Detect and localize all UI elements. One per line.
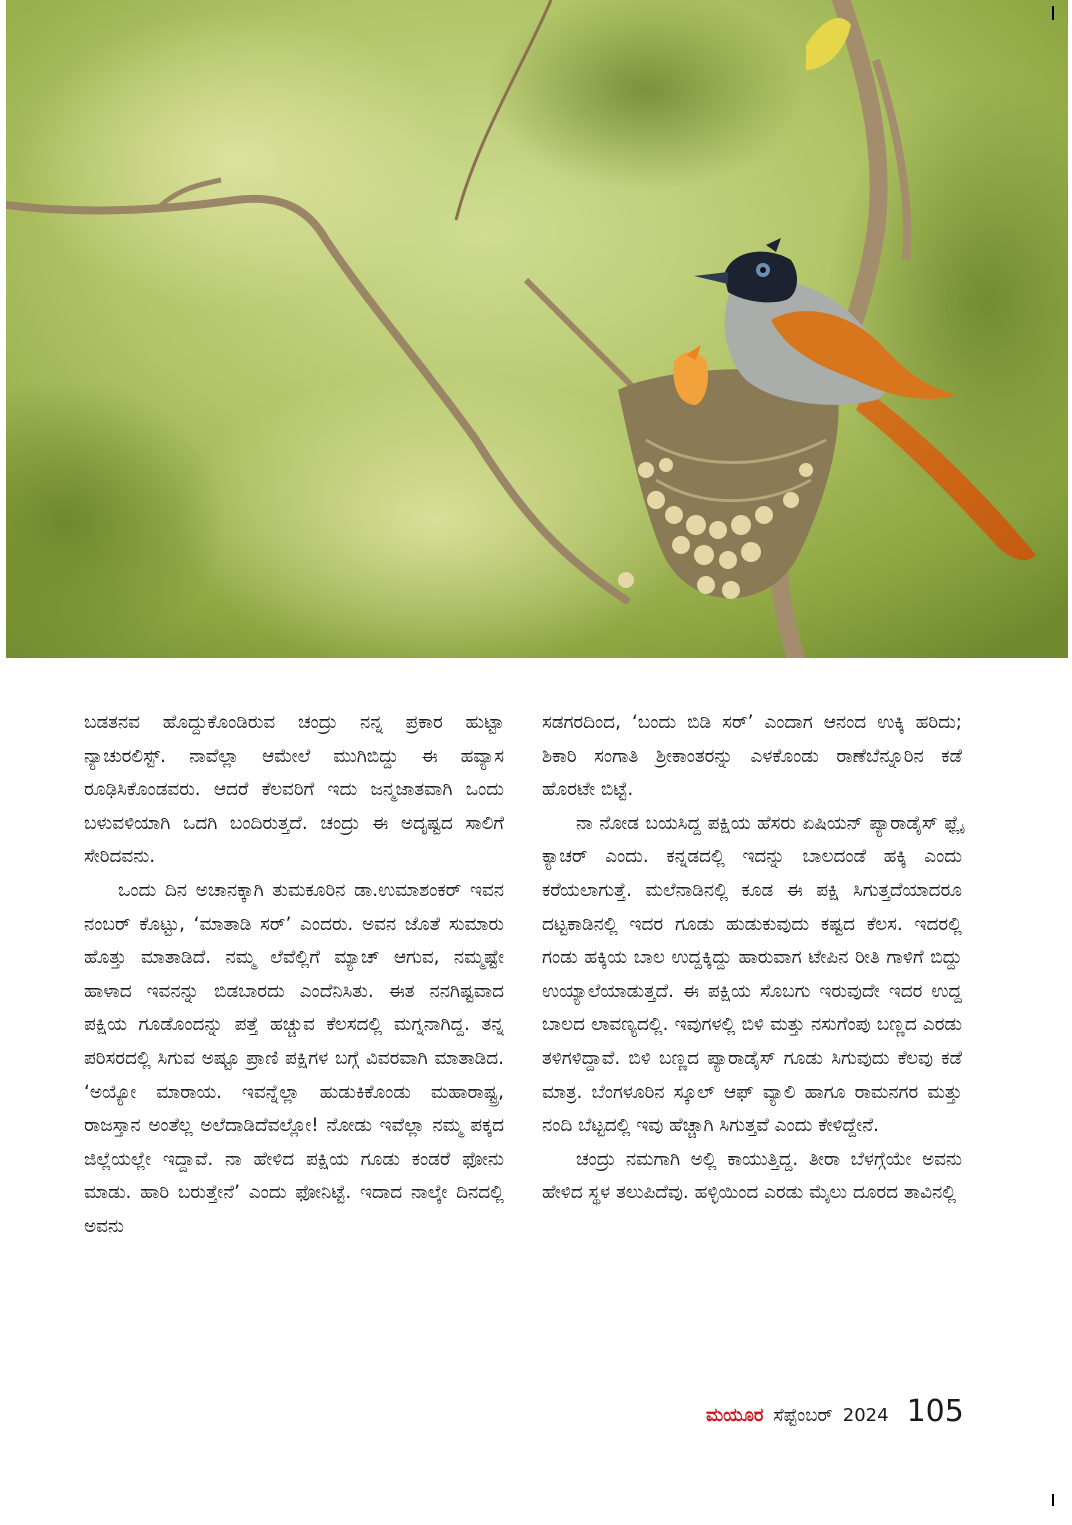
crop-mark xyxy=(1052,6,1054,20)
hero-photo xyxy=(6,0,1068,658)
article-paragraph: ಬಡತನವ ಹೊದ್ದುಕೊಂಡಿರುವ ಚಂದ್ರು ನನ್ನ ಪ್ರಕಾರ ಹುಟ್ಟಾ ನ್ಯಾಚುರಲಿಸ್ಟ್. ನಾವೆಲ್ಲಾ ಆಮೇಲೆ ಮುಗಿಬಿದ್ದು ಈ ಹವ್ಯಾಸ ರೂಢಿಸಿಕೊಂಡವರು. ಆದರೆ ಕೆಲವರಿಗೆ ಇದು ಜನ್ಮಜಾತವಾಗಿ ಒಂದು ಬಳುವಳಿಯಾಗಿ ಒದಗಿ ಬಂದಿರುತ್ತದೆ. ಚಂದ್ರು ಈ ಅದೃಷ್ಟದ ಸಾಲಿಗೆ ಸೇರಿದವನು. xyxy=(84,712,504,868)
article-paragraph: ಒಂದು ದಿನ ಅಚಾನಕ್ಕಾಗಿ ತುಮಕೂರಿನ ಡಾ.ಉಮಾಶಂಕರ್ ಇವನ ನಂಬರ್ ಕೊಟ್ಟು, ‘ಮಾತಾಡಿ ಸರ್’ ಎಂದರು. ಅವನ ಜೊತೆ ಸುಮಾರು ಹೊತ್ತು ಮಾತಾಡಿದೆ. ನಮ್ಮ ಲೆವೆಲ್ಲಿಗೆ ಮ್ಯಾಚ್ ಆಗುವ, ನಮ್ಮಷ್ಟೇ ಹಾಳಾದ ಇವನನ್ನು ಬಿಡಬಾರದು ಎಂದೆನಿಸಿತು. ಈತ ನನಗಿಷ್ಟವಾದ ಪಕ್ಷಿಯ ಗೂಡೊಂದನ್ನು ಪತ್ತೆ ಹಚ್ಚುವ ಕೆಲಸದಲ್ಲಿ ಮಗ್ನನಾಗಿದ್ದ. ತನ್ನ ಪರಿಸರದಲ್ಲಿ ಸಿಗುವ ಅಷ್ಟೂ ಪ್ರಾಣಿ ಪಕ್ಷಿಗಳ ಬಗ್ಗೆ ವಿವರವಾಗಿ ಮಾತಾಡಿದ. ‘ಅಯ್ಯೋ ಮಾರಾಯ. ಇವನ್ನೆಲ್ಲಾ ಹುಡುಕಿಕೊಂಡು ಮಹಾರಾಷ್ಟ್ರ, ರಾಜಸ್ತಾನ ಅಂತೆಲ್ಲ ಅಲೆದಾಡಿದೆವಲ್ಲೋ! ನೋಡು ಇವೆಲ್ಲಾ ನಮ್ಮ ಪಕ್ಕದ ಜಿಲ್ಲೆಯಲ್ಲೇ ಇದ್ದಾವೆ. ನಾ ಹೇಳಿದ ಪಕ್ಷಿಯ ಗೂಡು ಕಂಡರೆ ಫೋನು ಮಾಡು. ಹಾರಿ ಬರುತ್ತೇನೆ’ ಎಂದು ಫೋನಿಟ್ಟೆ. ಇದಾದ ನಾಲ್ಕೇ ದಿನದಲ್ಲಿ ಅವನು xyxy=(84,879,504,1237)
page-footer xyxy=(706,1394,966,1430)
issue-month: ಸೆಪ್ಟೆಂಬರ್ xyxy=(773,1405,833,1426)
issue-year: 2024 xyxy=(842,1405,889,1426)
crop-mark xyxy=(1052,1494,1054,1506)
magazine-name: ಮಯೂರ xyxy=(706,1405,764,1426)
article-column-right xyxy=(542,706,962,1210)
article-paragraph: ಚಂದ್ರು ನಮಗಾಗಿ ಅಲ್ಲಿ ಕಾಯುತ್ತಿದ್ದ. ತೀರಾ ಬೆಳಗ್ಗೆಯೇ ಅವನು ಹೇಳಿದ ಸ್ಥಳ ತಲುಪಿದೆವು. ಹಳ್ಳಿಯಿಂದ ಎರಡು ಮೈಲು ದೂರದ ತಾವಿನಲ್ಲಿ xyxy=(542,1148,962,1204)
page-number: 105 xyxy=(906,1394,964,1429)
article-paragraph: ಸಡಗರದಿಂದ, ‘ಬಂದು ಬಿಡಿ ಸರ್’ ಎಂದಾಗ ಆನಂದ ಉಕ್ಕಿ ಹರಿದು; ಶಿಕಾರಿ ಸಂಗಾತಿ ಶ್ರೀಕಾಂತರನ್ನು ಎಳಕೊಂಡು ರಾಣೆಬೆನ್ನೂರಿನ ಕಡೆ ಹೊರಟೇ ಬಿಟ್ಟೆ. xyxy=(542,712,962,801)
article-paragraph: ನಾ ನೋಡ ಬಯಸಿದ್ದ ಪಕ್ಷಿಯ ಹೆಸರು ಏಷಿಯನ್ ಪ್ಯಾರಾಡೈಸ್ ಫ್ಲೈ ಕ್ಯಾಚರ್ ಎಂದು. ಕನ್ನಡದಲ್ಲಿ ಇದನ್ನು ಬಾಲದಂಡೆ ಹಕ್ಕಿ ಎಂದು ಕರೆಯಲಾಗುತ್ತೆ. ಮಲೆನಾಡಿನಲ್ಲಿ ಕೂಡ ಈ ಪಕ್ಷಿ ಸಿಗುತ್ತದೆಯಾದರೂ ದಟ್ಟಕಾಡಿನಲ್ಲಿ ಇದರ ಗೂಡು ಹುಡುಕುವುದು ಕಷ್ಟದ ಕೆಲಸ. ಇದರಲ್ಲಿ ಗಂಡು ಹಕ್ಕಿಯ ಬಾಲ ಉದ್ದಕ್ಕಿದ್ದು ಹಾರುವಾಗ ಟೇಪಿನ ರೀತಿ ಗಾಳಿಗೆ ಬಿದ್ದು ಉಯ್ಯಾಲೆಯಾಡುತ್ತದೆ. ಈ ಪಕ್ಷಿಯ ಸೊಬಗು ಇರುವುದೇ ಇದರ ಉದ್ದ ಬಾಲದ ಲಾವಣ್ಯದಲ್ಲಿ. ಇವುಗಳಲ್ಲಿ ಬಿಳಿ ಮತ್ತು ನಸುಗೆಂಪು ಬಣ್ಣದ ಎರಡು ತಳಿಗಳಿದ್ದಾವೆ. ಬಿಳಿ ಬಣ್ಣದ ಪ್ಯಾರಾಡೈಸ್ ಗೂಡು ಸಿಗುವುದು ಕೆಲವು ಕಡೆ ಮಾತ್ರ. ಬೆಂಗಳೂರಿನ ಸ್ಕೂಲ್ ಆಫ್ ವ್ಯಾಲಿ ಹಾಗೂ ರಾಮನಗರ ಮತ್ತು ನಂದಿ ಬೆಟ್ಟದಲ್ಲಿ ಇವು ಹೆಚ್ಚಾಗಿ ಸಿಗುತ್ತವೆ ಎಂದು ಕೇಳಿದ್ದೇನೆ. xyxy=(542,812,962,1137)
article-column-left xyxy=(84,706,504,1244)
bird-nest-illustration xyxy=(6,0,1068,658)
